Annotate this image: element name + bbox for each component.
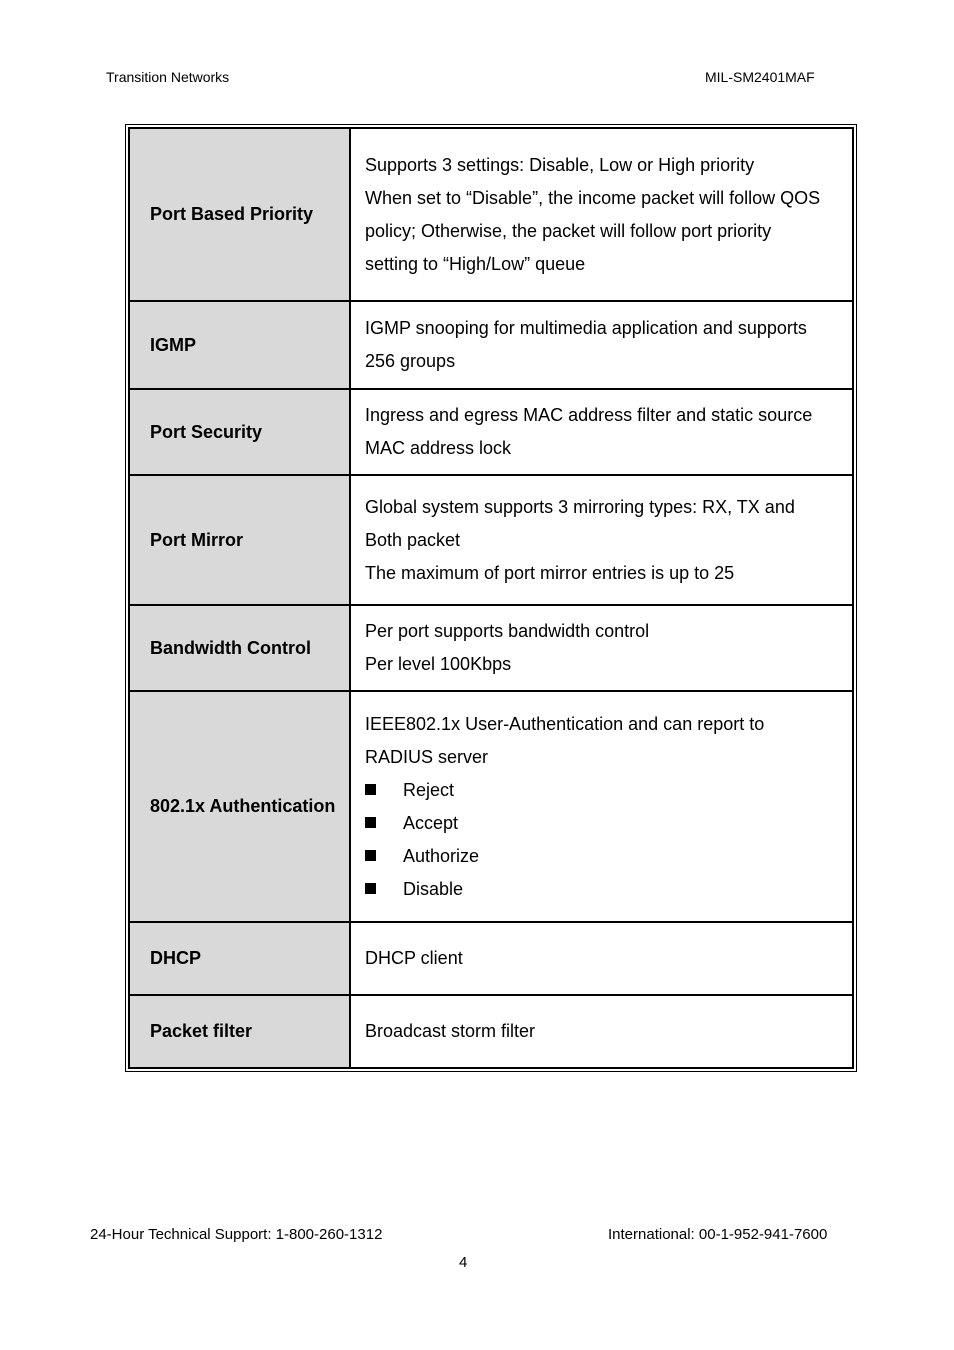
footer-international: International: 00-1-952-941-7600 — [608, 1226, 828, 1243]
square-bullet-icon — [365, 784, 376, 795]
row-label: IGMP — [129, 301, 350, 389]
table-row — [129, 605, 853, 691]
bullet-text: Disable — [403, 878, 464, 899]
table-row — [129, 691, 853, 922]
row-label: Port Security — [129, 389, 350, 475]
row-description — [350, 995, 853, 1068]
description-line: Per port supports bandwidth control — [365, 621, 650, 641]
description-line: DHCP client — [365, 948, 463, 968]
row-label: Packet filter — [129, 995, 350, 1068]
square-bullet-icon — [365, 883, 376, 894]
row-label: 802.1x Authentication — [129, 691, 350, 922]
footer-support: 24-Hour Technical Support: 1-800-260-1312 — [90, 1226, 383, 1243]
description-line: IGMP snooping for multimedia application and supports — [365, 318, 807, 338]
description-line: Ingress and egress MAC address filter and static source — [365, 405, 813, 425]
row-label: Port Based Priority — [129, 128, 350, 301]
description-line: Broadcast storm filter — [365, 1021, 536, 1041]
bullet-item — [365, 840, 852, 873]
description-line: RADIUS server — [365, 746, 489, 767]
row-description — [350, 389, 853, 475]
table-row — [129, 922, 853, 995]
feature-table — [125, 124, 857, 1072]
header-model: MIL-SM2401MAF — [705, 69, 815, 85]
table-row — [129, 301, 853, 389]
row-description — [350, 475, 853, 605]
row-label: Bandwidth Control — [129, 605, 350, 691]
description-line: IEEE802.1x User-Authentication and can report to — [365, 713, 765, 734]
bullet-text: Reject — [403, 779, 455, 800]
description-line: policy; Otherwise, the packet will follow port priority — [365, 220, 772, 241]
bullet-text: Authorize — [403, 845, 480, 866]
table-row — [129, 128, 853, 301]
description-line: Per level 100Kbps — [365, 654, 512, 674]
table-row — [129, 389, 853, 475]
bullet-text: Accept — [403, 812, 459, 833]
row-label: Port Mirror — [129, 475, 350, 605]
row-description — [350, 691, 853, 922]
description-line: The maximum of port mirror entries is up to 25 — [365, 562, 735, 583]
table-row — [129, 995, 853, 1068]
page-number: 4 — [459, 1254, 468, 1271]
square-bullet-icon — [365, 850, 376, 861]
row-description — [350, 128, 853, 301]
description-line: When set to “Disable”, the income packet will follow QOS — [365, 187, 821, 208]
row-label: DHCP — [129, 922, 350, 995]
description-line: Global system supports 3 mirroring types: RX, TX and — [365, 496, 795, 517]
header-company: Transition Networks — [106, 69, 230, 85]
description-line: Supports 3 settings: Disable, Low or High priority — [365, 154, 755, 175]
square-bullet-icon — [365, 817, 376, 828]
table-row — [129, 475, 853, 605]
description-line: Both packet — [365, 529, 461, 550]
row-description — [350, 922, 853, 995]
row-description — [350, 605, 853, 691]
description-line: MAC address lock — [365, 438, 512, 458]
row-description — [350, 301, 853, 389]
bullet-item — [365, 873, 852, 906]
bullet-item — [365, 774, 852, 807]
description-line: 256 groups — [365, 351, 456, 371]
bullet-item — [365, 807, 852, 840]
description-line: setting to “High/Low” queue — [365, 253, 586, 274]
